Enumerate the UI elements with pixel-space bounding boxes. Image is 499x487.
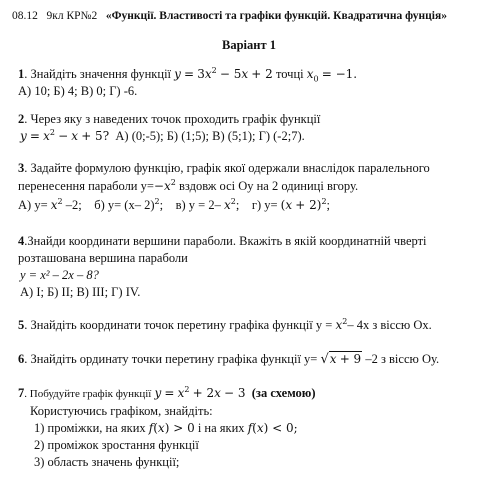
question-5-formula: $x^2$	[335, 316, 348, 332]
question-2-line-2	[20, 128, 305, 144]
variant-title: Варіант 1	[222, 38, 276, 52]
question-1-options: А) 10; Б) 4; В) 0; Г) -6.	[18, 84, 138, 98]
question-4-line-1: .Знайди координати вершини параболи. Вкажіть в якій координатній чверті	[24, 234, 427, 248]
question-5	[18, 317, 432, 333]
question-3-line-2-a: перенесення параболи y=	[18, 179, 154, 193]
question-7-scheme: (за схемою)	[251, 386, 316, 400]
question-3-option-b: б) y= (x– 2)$^2$;	[94, 196, 164, 212]
question-6-text-2: –2 з віссю Оу.	[365, 352, 440, 366]
question-7-formula: $y = x^2 + 2x - 3$	[154, 384, 246, 400]
question-7-item-1-b: і на яких	[197, 421, 245, 435]
question-4	[18, 233, 427, 249]
question-6-text: . Знайдіть ординату точки перетину графіка функції y=	[24, 352, 318, 366]
question-2-options: А) (0;-5); Б) (1;5); В) (5;1); Г) (-2;7).	[115, 129, 305, 143]
question-3-option-a: А) $y= x^2$ –2;	[18, 196, 82, 212]
question-4-line-2: розташована вершина параболи	[18, 251, 188, 265]
question-5-text-2: – 4x з віссю Ох.	[347, 318, 432, 332]
question-4-number: 4	[18, 234, 25, 248]
question-1-text: . Знайдіть значення функції	[24, 67, 172, 81]
question-5-text: . Знайдіть координати точок перетину графіка функції y =	[24, 318, 333, 332]
question-6-sqrt: √x + 9	[320, 352, 362, 367]
question-3	[18, 160, 430, 176]
question-4-options: А) І; Б) ІІ; В) ІІІ; Г) IV.	[20, 285, 141, 299]
question-3-line-2	[18, 178, 358, 194]
question-7-intro: Користуючись графіком, знайдіть:	[30, 404, 213, 418]
question-7-item-1-a: 1) проміжки, на яких	[34, 421, 146, 435]
question-5-number: 5	[18, 318, 25, 332]
question-2-number: 2	[18, 112, 25, 126]
question-3-option-c: в) y = 2– $x^2$;	[175, 196, 240, 212]
question-4-formula: y = x² – 2x – 8?	[20, 268, 99, 282]
question-2-text: . Через яку з наведених точок проходить графік функції	[24, 112, 321, 126]
question-1-point: $x_0 = -1$.	[306, 67, 358, 84]
header-class: 9кл КР№2	[46, 10, 98, 22]
question-7	[18, 385, 316, 402]
question-3-number: 3	[18, 161, 25, 175]
header-line	[12, 8, 447, 24]
question-1-text-2: точці	[275, 67, 304, 81]
question-1-formula: $y = 3x^2 - 5x + 2$	[174, 65, 273, 81]
question-7-item-2: 2) проміжок зростання функції	[34, 438, 199, 452]
question-2	[18, 111, 320, 127]
question-7-item-3: 3) область значень функції;	[34, 455, 180, 469]
question-7-number: 7	[18, 386, 25, 400]
question-3-options	[18, 197, 330, 213]
question-7-text: . Побудуйте графік функції	[24, 388, 152, 400]
question-1-number: 1	[18, 67, 25, 81]
header-title: «Функції. Властивості та графіки функцій. Квадратична фунція»	[105, 10, 447, 22]
question-3-parabola: $-x^2$	[153, 177, 176, 193]
question-3-option-d: г) $y= (x + 2)^2$;	[251, 196, 331, 212]
question-1	[18, 66, 357, 82]
header-date: 08.12	[12, 10, 38, 22]
question-7-item-1: 1) проміжки, на яких f(x) > 0 і на яких f(x) < 0;	[34, 421, 298, 435]
question-6	[18, 351, 439, 368]
question-3-line-2-b: вздовж осі Оу на 2 одиниці вгору.	[178, 179, 359, 193]
question-6-number: 6	[18, 352, 25, 366]
question-2-formula: $y = x^2 - x + 5$?	[20, 127, 110, 143]
question-3-text: . Задайте формулою функцію, графік якої одержали внаслідок паралельного	[24, 161, 430, 175]
